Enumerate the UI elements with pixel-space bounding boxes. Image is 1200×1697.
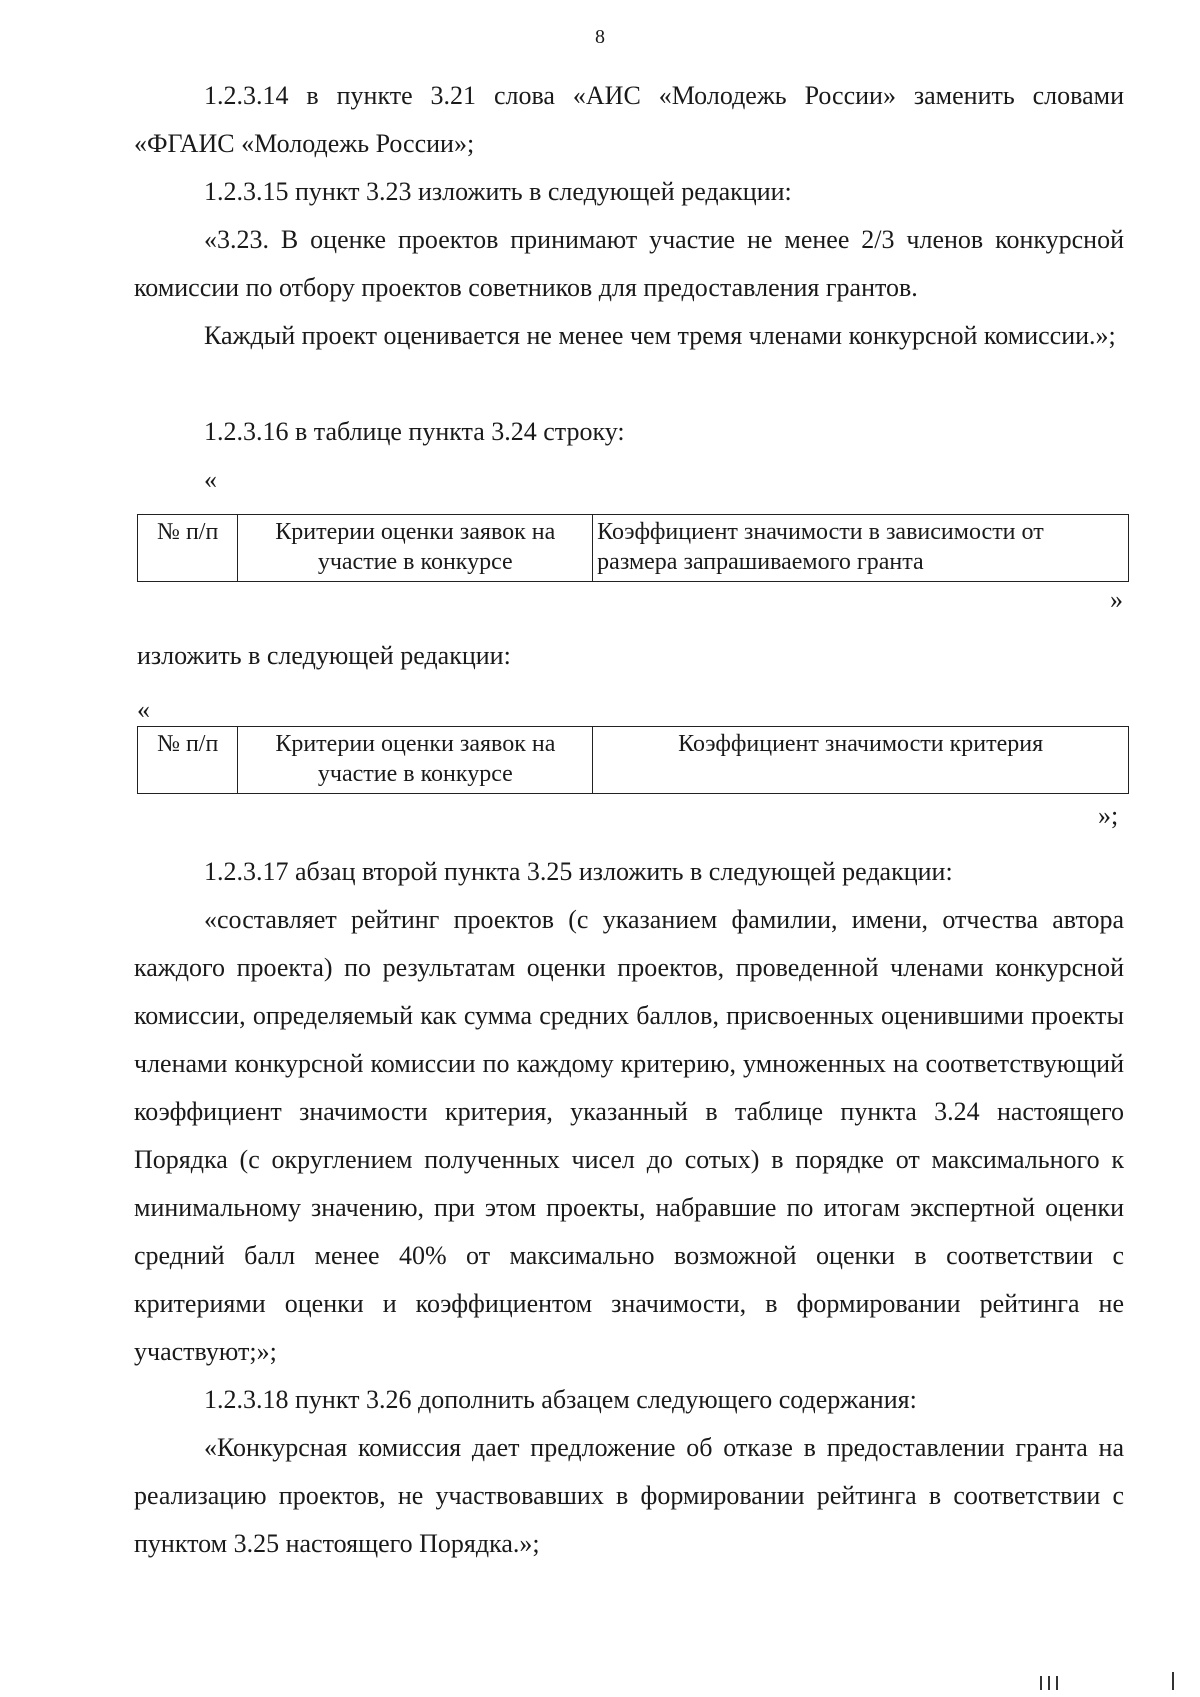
- table-new-criteria-cell: Критерии оценки заявок на участие в конкурсе: [238, 727, 593, 794]
- paragraph-1-2-3-14: [134, 72, 1124, 168]
- paragraph-text: Каждый проект оценивается не менее чем тремя членами конкурсной комиссии.»;: [204, 321, 1116, 350]
- paragraph-text: 1.2.3.18 пункт 3.26 дополнить абзацем следующего содержания:: [204, 1385, 917, 1414]
- paragraph-3-26-quote: [134, 1424, 1124, 1568]
- quote-open-mark: «: [204, 465, 217, 494]
- paragraph-text: «составляет рейтинг проектов (с указанием фамилии, имени, отчества автора каждого проекта) по результатам оценки проектов, проведенной членами конкурсной комиссии, определяемый как сумма средних баллов, присвоенных оценившими проекты членами конкурсной комиссии по каждому критерию, умноженных на соответствующий коэффициент значимости критерия, указанный в таблице пункта 3.24 настоящего Порядка (с округлением полученных чисел до сотых) в порядке от максимального к минимальному значению, при этом проекты, набравшие по итогам экспертной оценки средний балл менее 40% от максимально возможной оценки в соответствии с критериями оценки и коэффициентом значимости, в формировании рейтинга не участвуют;»;: [134, 905, 1124, 1366]
- table-old-row: [137, 514, 1129, 582]
- quote-close-mark: »;: [1098, 801, 1119, 830]
- paragraph-3-23-second: [134, 312, 1124, 360]
- paragraph-text: «3.23. В оценке проектов принимают участие не менее 2/3 членов конкурсной комиссии по отбору проектов советников для предоставления грантов.: [134, 225, 1124, 302]
- paragraph-3-25-quote: [134, 896, 1124, 1376]
- table-old-criteria-cell: Критерии оценки заявок на участие в конкурсе: [238, 515, 593, 582]
- quote-open-mark: «: [137, 695, 150, 724]
- paragraph-new-edition: изложить в следующей редакции:: [137, 641, 511, 670]
- table-old-number-cell: № п/п: [138, 515, 238, 582]
- paragraph-1-2-3-18: [134, 1376, 1124, 1424]
- scan-mark: [1056, 1676, 1058, 1690]
- paragraph-text: 1.2.3.14 в пункте 3.21 слова «АИС «Молодежь России» заменить словами «ФГАИС «Молодежь России»;: [134, 81, 1124, 158]
- table-new-coefficient-cell: Коэффициент значимости критерия: [593, 727, 1129, 794]
- paragraph-3-23-quote: [134, 216, 1124, 312]
- paragraph-1-2-3-15: [134, 168, 1124, 216]
- table-new-number-cell: № п/п: [138, 727, 238, 794]
- page-number: 8: [595, 26, 605, 48]
- paragraph-1-2-3-17: [134, 848, 1124, 896]
- table-old-coefficient-cell: Коэффициент значимости в зависимости от размера запрашиваемого гранта: [593, 515, 1129, 582]
- paragraph-text: 1.2.3.16 в таблице пункта 3.24 строку:: [204, 417, 625, 446]
- quote-close-mark: »: [1110, 585, 1123, 614]
- paragraph-text: «Конкурсная комиссия дает предложение об отказе в предоставлении гранта на реализацию проектов, не участвовавших в формировании рейтинга в соответствии с пунктом 3.25 настоящего Порядка.»;: [134, 1433, 1124, 1558]
- paragraph-text: 1.2.3.15 пункт 3.23 изложить в следующей редакции:: [204, 177, 792, 206]
- paragraph-1-2-3-16: [134, 408, 1124, 456]
- paragraph-text: 1.2.3.17 абзац второй пункта 3.25 изложить в следующей редакции:: [204, 857, 953, 886]
- scan-mark: [1048, 1676, 1050, 1690]
- scan-mark: [1040, 1676, 1042, 1690]
- table-new-row: [137, 726, 1129, 794]
- scan-mark: [1172, 1672, 1174, 1690]
